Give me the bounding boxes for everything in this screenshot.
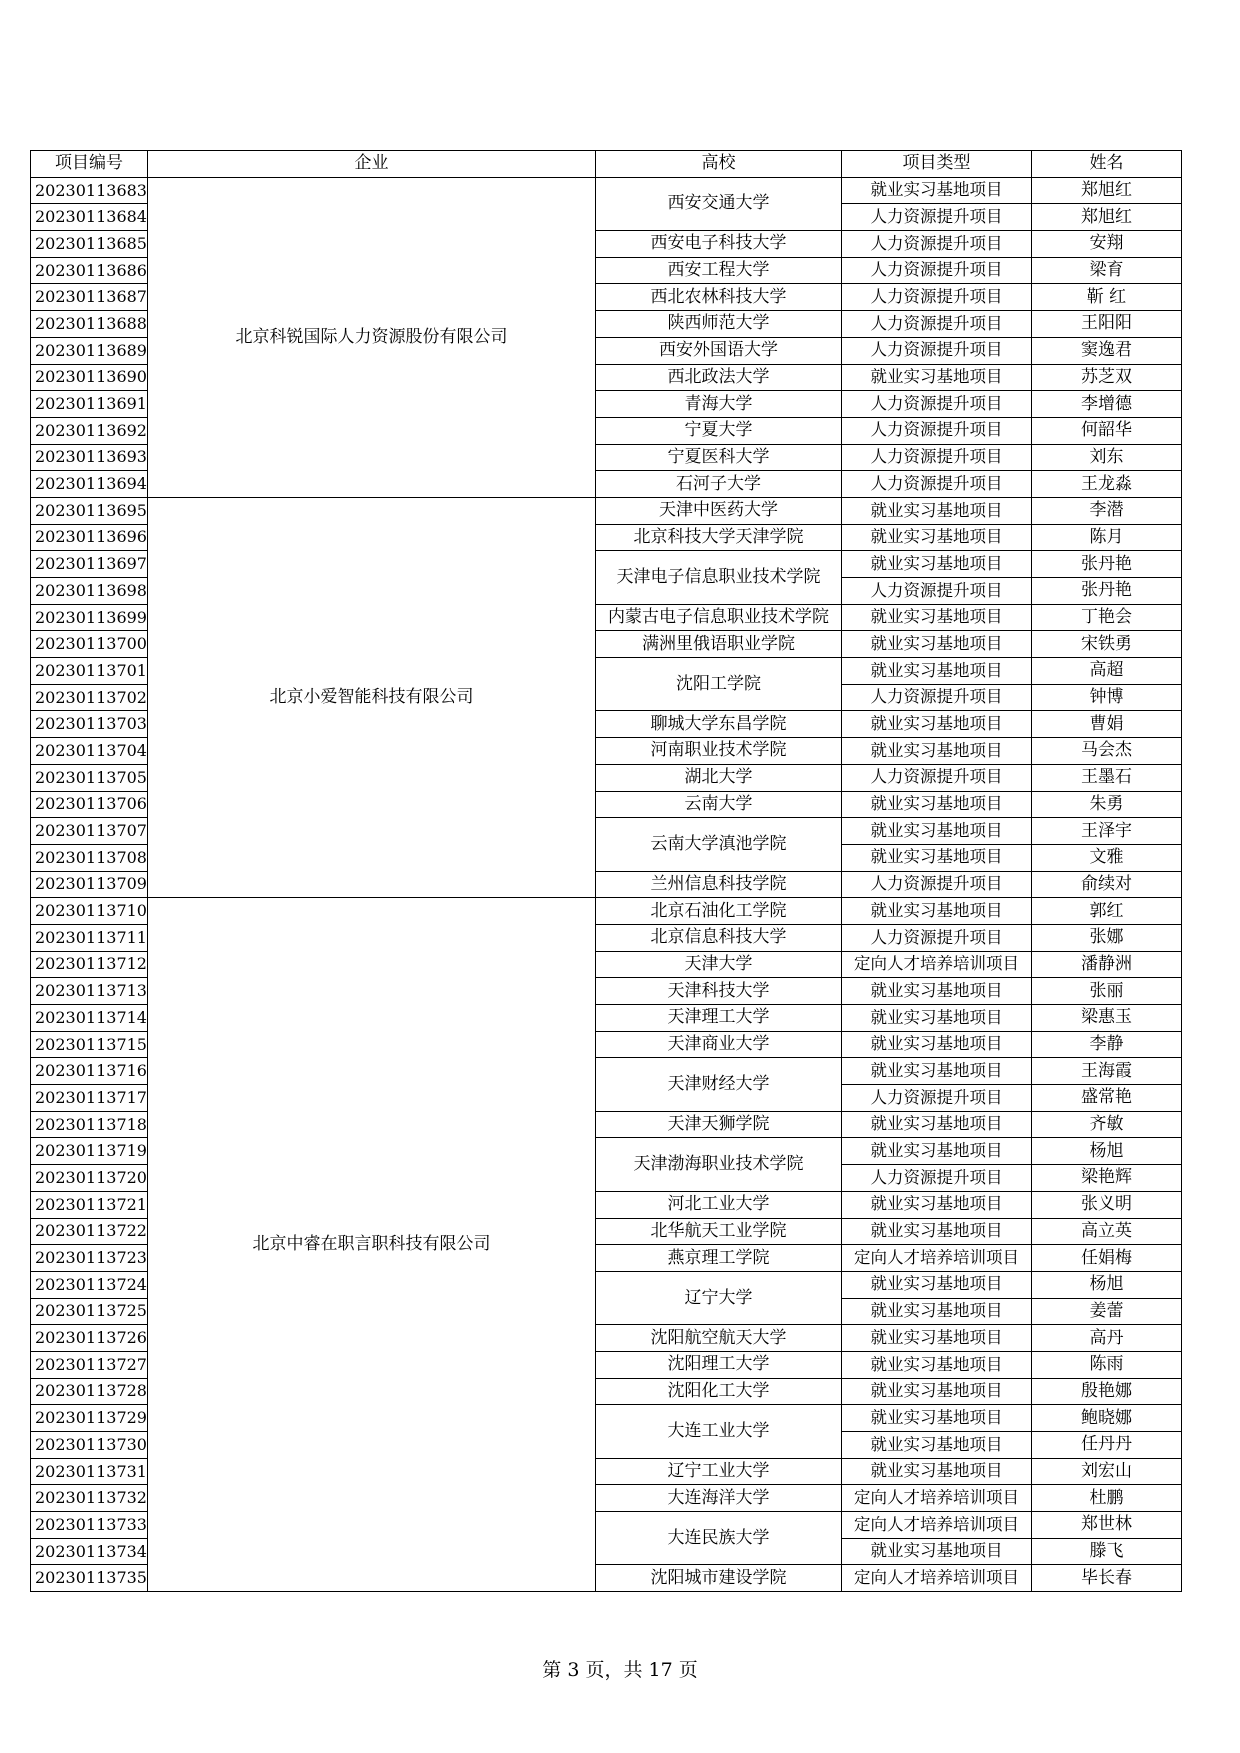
school-cell: 宁夏大学 (595, 417, 841, 444)
school-cell: 陕西师范大学 (595, 311, 841, 338)
person-name-cell: 靳 红 (1031, 284, 1181, 311)
person-name-cell: 丁艳会 (1031, 604, 1181, 631)
person-name-cell: 刘东 (1031, 444, 1181, 471)
person-name-cell: 鲍晓娜 (1031, 1405, 1181, 1432)
person-name-cell: 毕长春 (1031, 1565, 1181, 1592)
project-type-cell: 就业实习基地项目 (841, 1031, 1031, 1058)
project-id-cell: 20230113688 (31, 311, 148, 338)
project-type-cell: 就业实习基地项目 (841, 898, 1031, 925)
school-cell: 北京信息科技大学 (595, 924, 841, 951)
person-name-cell: 潘静洲 (1031, 951, 1181, 978)
school-cell: 大连海洋大学 (595, 1485, 841, 1512)
project-id-cell: 20230113729 (31, 1405, 148, 1432)
project-type-cell: 定向人才培养培训项目 (841, 1512, 1031, 1539)
project-type-cell: 就业实习基地项目 (841, 1458, 1031, 1485)
project-type-cell: 就业实习基地项目 (841, 524, 1031, 551)
header-school: 高校 (595, 151, 841, 178)
person-name-cell: 俞续对 (1031, 871, 1181, 898)
table-row (31, 898, 1182, 925)
company-cell: 北京小爱智能科技有限公司 (147, 497, 595, 897)
school-cell: 沈阳城市建设学院 (595, 1565, 841, 1592)
project-id-cell: 20230113716 (31, 1058, 148, 1085)
project-type-cell: 人力资源提升项目 (841, 391, 1031, 418)
project-type-cell: 就业实习基地项目 (841, 1538, 1031, 1565)
school-cell: 西北政法大学 (595, 364, 841, 391)
project-type-cell: 人力资源提升项目 (841, 231, 1031, 258)
project-table (30, 150, 1182, 1592)
project-id-cell: 20230113711 (31, 924, 148, 951)
project-type-cell: 就业实习基地项目 (841, 1378, 1031, 1405)
person-name-cell: 滕飞 (1031, 1538, 1181, 1565)
person-name-cell: 梁惠玉 (1031, 1005, 1181, 1032)
person-name-cell: 郭红 (1031, 898, 1181, 925)
project-type-cell: 就业实习基地项目 (841, 1271, 1031, 1298)
person-name-cell: 殷艳娜 (1031, 1378, 1181, 1405)
company-cell: 北京中睿在职言职科技有限公司 (147, 898, 595, 1592)
person-name-cell: 张义明 (1031, 1191, 1181, 1218)
school-cell: 天津理工大学 (595, 1005, 841, 1032)
person-name-cell: 姜蕾 (1031, 1298, 1181, 1325)
person-name-cell: 张丹艳 (1031, 551, 1181, 578)
school-cell: 天津大学 (595, 951, 841, 978)
header-name: 姓名 (1031, 151, 1181, 178)
project-type-cell: 定向人才培养培训项目 (841, 1565, 1031, 1592)
person-name-cell: 李增德 (1031, 391, 1181, 418)
project-id-cell: 20230113697 (31, 551, 148, 578)
project-type-cell: 就业实习基地项目 (841, 711, 1031, 738)
school-cell: 天津商业大学 (595, 1031, 841, 1058)
project-id-cell: 20230113734 (31, 1538, 148, 1565)
school-cell: 石河子大学 (595, 471, 841, 498)
project-id-cell: 20230113700 (31, 631, 148, 658)
person-name-cell: 朱勇 (1031, 791, 1181, 818)
project-type-cell: 人力资源提升项目 (841, 257, 1031, 284)
project-type-cell: 就业实习基地项目 (841, 551, 1031, 578)
project-id-cell: 20230113714 (31, 1005, 148, 1032)
person-name-cell: 高超 (1031, 658, 1181, 685)
project-type-cell: 就业实习基地项目 (841, 1351, 1031, 1378)
project-type-cell: 就业实习基地项目 (841, 844, 1031, 871)
person-name-cell: 陈雨 (1031, 1351, 1181, 1378)
person-name-cell: 王龙淼 (1031, 471, 1181, 498)
project-id-cell: 20230113687 (31, 284, 148, 311)
project-id-cell: 20230113683 (31, 177, 148, 204)
project-type-cell: 定向人才培养培训项目 (841, 1245, 1031, 1272)
person-name-cell: 马会杰 (1031, 738, 1181, 765)
school-cell: 湖北大学 (595, 764, 841, 791)
project-type-cell: 人力资源提升项目 (841, 311, 1031, 338)
project-id-cell: 20230113712 (31, 951, 148, 978)
table-row (31, 497, 1182, 524)
person-name-cell: 王墨石 (1031, 764, 1181, 791)
project-type-cell: 就业实习基地项目 (841, 978, 1031, 1005)
school-cell: 燕京理工学院 (595, 1245, 841, 1272)
project-id-cell: 20230113686 (31, 257, 148, 284)
project-id-cell: 20230113706 (31, 791, 148, 818)
school-cell: 西安外国语大学 (595, 337, 841, 364)
project-type-cell: 人力资源提升项目 (841, 684, 1031, 711)
project-type-cell: 人力资源提升项目 (841, 204, 1031, 231)
school-cell: 西安电子科技大学 (595, 231, 841, 258)
project-type-cell: 就业实习基地项目 (841, 631, 1031, 658)
person-name-cell: 梁艳辉 (1031, 1165, 1181, 1192)
school-cell: 天津渤海职业技术学院 (595, 1138, 841, 1191)
school-cell: 青海大学 (595, 391, 841, 418)
project-type-cell: 定向人才培养培训项目 (841, 951, 1031, 978)
project-id-cell: 20230113713 (31, 978, 148, 1005)
project-type-cell: 人力资源提升项目 (841, 871, 1031, 898)
project-id-cell: 20230113727 (31, 1351, 148, 1378)
school-cell: 天津天狮学院 (595, 1111, 841, 1138)
school-cell: 西安交通大学 (595, 177, 841, 230)
school-cell: 河南职业技术学院 (595, 738, 841, 765)
project-type-cell: 人力资源提升项目 (841, 417, 1031, 444)
person-name-cell: 钟博 (1031, 684, 1181, 711)
person-name-cell: 张丹艳 (1031, 578, 1181, 605)
project-type-cell: 就业实习基地项目 (841, 177, 1031, 204)
project-type-cell: 人力资源提升项目 (841, 924, 1031, 951)
table-body (31, 177, 1182, 1591)
project-type-cell: 人力资源提升项目 (841, 444, 1031, 471)
project-id-cell: 20230113699 (31, 604, 148, 631)
project-id-cell: 20230113709 (31, 871, 148, 898)
person-name-cell: 苏芝双 (1031, 364, 1181, 391)
project-id-cell: 20230113704 (31, 738, 148, 765)
school-cell: 北华航天工业学院 (595, 1218, 841, 1245)
person-name-cell: 张丽 (1031, 978, 1181, 1005)
project-id-cell: 20230113685 (31, 231, 148, 258)
school-cell: 兰州信息科技学院 (595, 871, 841, 898)
school-cell: 内蒙古电子信息职业技术学院 (595, 604, 841, 631)
school-cell: 沈阳理工大学 (595, 1351, 841, 1378)
project-id-cell: 20230113689 (31, 337, 148, 364)
project-id-cell: 20230113718 (31, 1111, 148, 1138)
person-name-cell: 安翔 (1031, 231, 1181, 258)
person-name-cell: 任娟梅 (1031, 1245, 1181, 1272)
school-cell: 聊城大学东昌学院 (595, 711, 841, 738)
project-id-cell: 20230113707 (31, 818, 148, 845)
project-id-cell: 20230113728 (31, 1378, 148, 1405)
person-name-cell: 郑旭红 (1031, 204, 1181, 231)
person-name-cell: 杨旭 (1031, 1138, 1181, 1165)
person-name-cell: 陈月 (1031, 524, 1181, 551)
table-row (31, 177, 1182, 204)
header-company: 企业 (147, 151, 595, 178)
project-id-cell: 20230113691 (31, 391, 148, 418)
project-id-cell: 20230113717 (31, 1085, 148, 1112)
project-id-cell: 20230113708 (31, 844, 148, 871)
person-name-cell: 郑旭红 (1031, 177, 1181, 204)
project-id-cell: 20230113684 (31, 204, 148, 231)
project-type-cell: 就业实习基地项目 (841, 818, 1031, 845)
project-type-cell: 人力资源提升项目 (841, 764, 1031, 791)
school-cell: 天津科技大学 (595, 978, 841, 1005)
person-name-cell: 张娜 (1031, 924, 1181, 951)
project-type-cell: 人力资源提升项目 (841, 284, 1031, 311)
project-type-cell: 定向人才培养培训项目 (841, 1485, 1031, 1512)
project-id-cell: 20230113732 (31, 1485, 148, 1512)
project-type-cell: 就业实习基地项目 (841, 604, 1031, 631)
project-id-cell: 20230113724 (31, 1271, 148, 1298)
school-cell: 大连民族大学 (595, 1512, 841, 1565)
school-cell: 云南大学 (595, 791, 841, 818)
school-cell: 辽宁工业大学 (595, 1458, 841, 1485)
project-type-cell: 就业实习基地项目 (841, 1005, 1031, 1032)
person-name-cell: 齐敏 (1031, 1111, 1181, 1138)
header-project-type: 项目类型 (841, 151, 1031, 178)
project-id-cell: 20230113693 (31, 444, 148, 471)
project-type-cell: 人力资源提升项目 (841, 337, 1031, 364)
project-type-cell: 人力资源提升项目 (841, 1085, 1031, 1112)
person-name-cell: 盛常艳 (1031, 1085, 1181, 1112)
project-id-cell: 20230113719 (31, 1138, 148, 1165)
project-type-cell: 就业实习基地项目 (841, 1191, 1031, 1218)
person-name-cell: 刘宏山 (1031, 1458, 1181, 1485)
school-cell: 天津财经大学 (595, 1058, 841, 1111)
school-cell: 满洲里俄语职业学院 (595, 631, 841, 658)
school-cell: 河北工业大学 (595, 1191, 841, 1218)
project-id-cell: 20230113694 (31, 471, 148, 498)
project-type-cell: 就业实习基地项目 (841, 1405, 1031, 1432)
project-type-cell: 人力资源提升项目 (841, 1165, 1031, 1192)
person-name-cell: 李静 (1031, 1031, 1181, 1058)
person-name-cell: 郑世林 (1031, 1512, 1181, 1539)
project-id-cell: 20230113710 (31, 898, 148, 925)
school-cell: 天津电子信息职业技术学院 (595, 551, 841, 604)
person-name-cell: 王阳阳 (1031, 311, 1181, 338)
project-id-cell: 20230113695 (31, 497, 148, 524)
project-type-cell: 就业实习基地项目 (841, 1058, 1031, 1085)
project-type-cell: 就业实习基地项目 (841, 738, 1031, 765)
person-name-cell: 高丹 (1031, 1325, 1181, 1352)
project-id-cell: 20230113722 (31, 1218, 148, 1245)
table-header-row (31, 151, 1182, 178)
school-cell: 大连工业大学 (595, 1405, 841, 1458)
project-type-cell: 就业实习基地项目 (841, 658, 1031, 685)
header-project-id: 项目编号 (31, 151, 148, 178)
school-cell: 北京石油化工学院 (595, 898, 841, 925)
project-id-cell: 20230113692 (31, 417, 148, 444)
project-id-cell: 20230113731 (31, 1458, 148, 1485)
person-name-cell: 宋铁勇 (1031, 631, 1181, 658)
person-name-cell: 王泽宇 (1031, 818, 1181, 845)
person-name-cell: 文雅 (1031, 844, 1181, 871)
project-type-cell: 人力资源提升项目 (841, 578, 1031, 605)
project-id-cell: 20230113733 (31, 1512, 148, 1539)
project-id-cell: 20230113721 (31, 1191, 148, 1218)
project-type-cell: 就业实习基地项目 (841, 1325, 1031, 1352)
project-type-cell: 就业实习基地项目 (841, 1111, 1031, 1138)
person-name-cell: 任丹丹 (1031, 1432, 1181, 1459)
person-name-cell: 王海霞 (1031, 1058, 1181, 1085)
project-type-cell: 就业实习基地项目 (841, 791, 1031, 818)
page-number: 第 3 页，共 17 页 (542, 1659, 698, 1681)
project-type-cell: 就业实习基地项目 (841, 497, 1031, 524)
project-id-cell: 20230113696 (31, 524, 148, 551)
project-id-cell: 20230113726 (31, 1325, 148, 1352)
project-type-cell: 就业实习基地项目 (841, 1432, 1031, 1459)
school-cell: 宁夏医科大学 (595, 444, 841, 471)
project-id-cell: 20230113735 (31, 1565, 148, 1592)
project-id-cell: 20230113701 (31, 658, 148, 685)
project-type-cell: 就业实习基地项目 (841, 1298, 1031, 1325)
project-id-cell: 20230113723 (31, 1245, 148, 1272)
project-id-cell: 20230113725 (31, 1298, 148, 1325)
person-name-cell: 何韶华 (1031, 417, 1181, 444)
company-cell: 北京科锐国际人力资源股份有限公司 (147, 177, 595, 497)
school-cell: 沈阳化工大学 (595, 1378, 841, 1405)
project-id-cell: 20230113690 (31, 364, 148, 391)
project-id-cell: 20230113703 (31, 711, 148, 738)
project-id-cell: 20230113705 (31, 764, 148, 791)
person-name-cell: 窦逸君 (1031, 337, 1181, 364)
school-cell: 云南大学滇池学院 (595, 818, 841, 871)
project-id-cell: 20230113698 (31, 578, 148, 605)
person-name-cell: 曹娟 (1031, 711, 1181, 738)
school-cell: 沈阳航空航天大学 (595, 1325, 841, 1352)
project-type-cell: 就业实习基地项目 (841, 1218, 1031, 1245)
project-id-cell: 20230113715 (31, 1031, 148, 1058)
school-cell: 辽宁大学 (595, 1271, 841, 1324)
project-type-cell: 人力资源提升项目 (841, 471, 1031, 498)
project-id-cell: 20230113730 (31, 1432, 148, 1459)
person-name-cell: 杨旭 (1031, 1271, 1181, 1298)
project-id-cell: 20230113702 (31, 684, 148, 711)
person-name-cell: 李潜 (1031, 497, 1181, 524)
person-name-cell: 梁育 (1031, 257, 1181, 284)
person-name-cell: 杜鹏 (1031, 1485, 1181, 1512)
project-type-cell: 就业实习基地项目 (841, 1138, 1031, 1165)
project-id-cell: 20230113720 (31, 1165, 148, 1192)
school-cell: 北京科技大学天津学院 (595, 524, 841, 551)
school-cell: 天津中医药大学 (595, 497, 841, 524)
school-cell: 沈阳工学院 (595, 658, 841, 711)
project-type-cell: 就业实习基地项目 (841, 364, 1031, 391)
school-cell: 西安工程大学 (595, 257, 841, 284)
school-cell: 西北农林科技大学 (595, 284, 841, 311)
person-name-cell: 高立英 (1031, 1218, 1181, 1245)
